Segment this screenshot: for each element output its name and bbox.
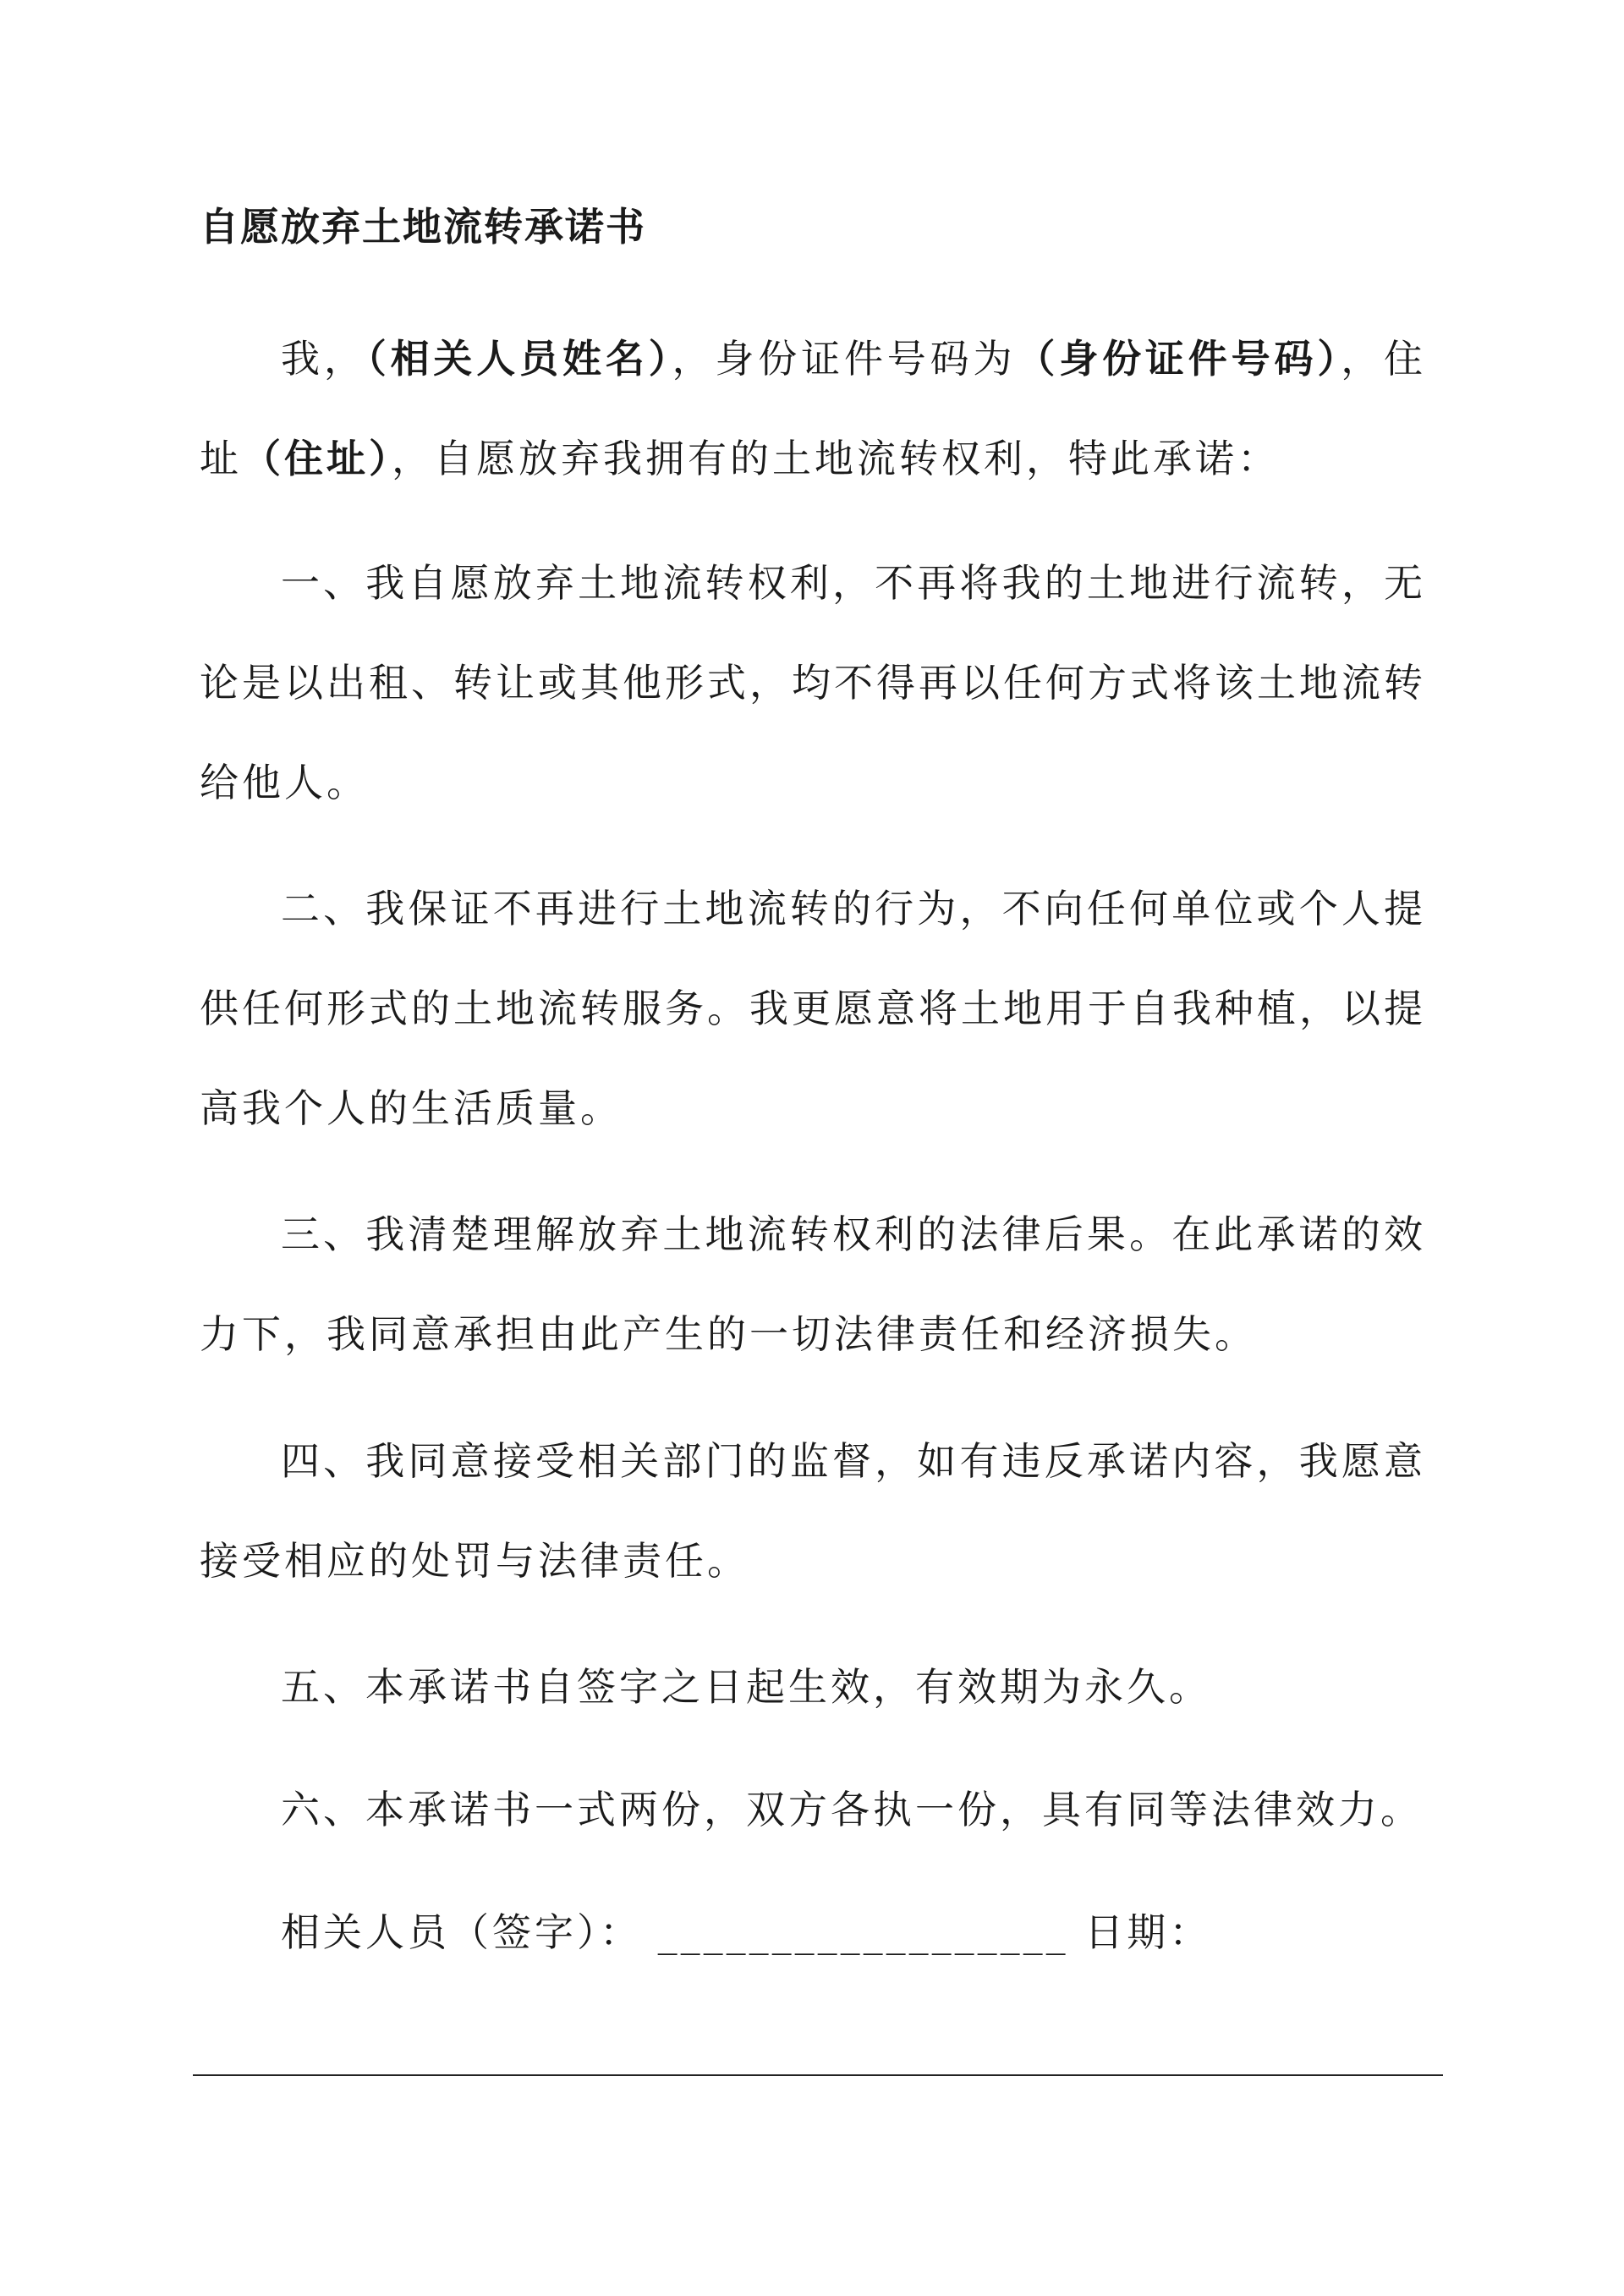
clause-5: 五、本承诺书自签字之日起生效，有效期为永久。: [281, 1664, 1211, 1710]
date-label: 日期：: [1084, 1909, 1212, 1955]
clause-6: 六、本承诺书一式两份，双方各执一份，具有同等法律效力。: [281, 1787, 1423, 1832]
bottom-divider: [193, 2074, 1443, 2076]
clause-2: 二、我保证不再进行土地流转的行为，不向任何单位或个人提供任何形式的土地流转服务。我更愿意将土地用于自我种植，以提高我个人的生活质量。: [200, 886, 1426, 1131]
address-placeholder: （住址）: [242, 436, 392, 481]
intro-paragraph: [200, 309, 1426, 508]
id-placeholder: （身份证件号码）: [1016, 336, 1341, 382]
intro-text-1: 我，: [281, 336, 367, 382]
signature-label: 相关人员（签字）：: [281, 1909, 642, 1955]
intro-text-4: ，自愿放弃我拥有的土地流转权利，特此承诺：: [392, 436, 1280, 481]
clause-3: 三、我清楚理解放弃土地流转权利的法律后果。在此承诺的效力下，我同意承担由此产生的一切法律责任和经济损失。: [200, 1211, 1426, 1357]
clause-4: 四、我同意接受相关部门的监督，如有违反承诺内容，我愿意接受相应的处罚与法律责任。: [200, 1438, 1426, 1584]
document-title: 自愿放弃土地流转承诺书: [200, 204, 646, 250]
name-placeholder: （相关人员姓名）: [366, 336, 672, 382]
intro-text-2: ，身份证件号码为: [672, 336, 1017, 382]
signature-blank: __________________: [657, 1909, 1069, 1955]
intro-text-3: ，住址: [200, 336, 1427, 481]
clause-1: 一、我自愿放弃土地流转权利，不再将我的土地进行流转，无论是以出租、转让或其他形式，均不得再以任何方式将该土地流转给他人。: [200, 560, 1426, 805]
signature-line: [200, 1882, 1426, 1982]
